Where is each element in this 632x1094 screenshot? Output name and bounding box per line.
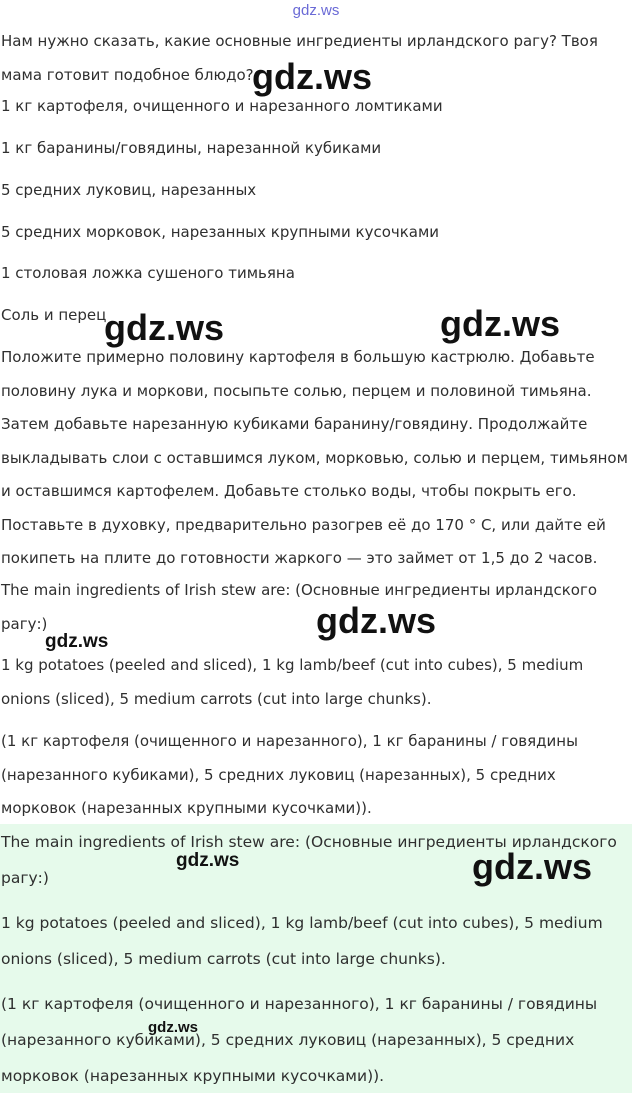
- ingredient-line: 1 кг баранины/говядины, нарезанной кубиками: [1, 139, 382, 157]
- site-watermark-top: gdz.ws: [292, 2, 340, 19]
- highlighted-answer-intro: The main ingredients of Irish stew are: (Основные ингредиенты ирландского рагу:): [1, 833, 617, 887]
- recipe-instructions: Положите примерно половину картофеля в большую кастрюлю. Добавьте половину лука и моркови, посыпьте солью, перцем и половиной тимьяна. Затем добавьте нарезанную кубиками баранину/говядину. Продолжайте выкладывать слои с оставшимся луком, морковью, солью и перцем, тимьяном и оставшимся картофелем. Добавьте столько воды, чтобы покрыть его. Поставьте в духовку, предварительно разогрев её до 170 ° С, или дайте ей покипеть на плите до готовности жаркого — это займет от 1,5 до 2 часов.: [1, 348, 628, 567]
- watermark: gdz.ws: [252, 56, 373, 97]
- watermark: gdz.ws: [316, 600, 437, 641]
- answer-english: 1 kg potatoes (peeled and sliced), 1 kg lamb/beef (cut into cubes), 5 medium onions (sliced), 5 medium carrots (cut into large chunks).: [1, 656, 584, 708]
- watermark: gdz.ws: [440, 303, 561, 344]
- question-paragraph: Нам нужно сказать, какие основные ингредиенты ирландского рагу? Твоя мама готовит подобное блюдо?: [1, 32, 598, 84]
- ingredient-line: 1 столовая ложка сушеного тимьяна: [1, 264, 295, 282]
- highlighted-answer-english: 1 kg potatoes (peeled and sliced), 1 kg lamb/beef (cut into cubes), 5 medium onions (sliced), 5 medium carrots (cut into large chunks).: [1, 914, 603, 968]
- answer-translation: (1 кг картофеля (очищенного и нарезанного), 1 кг баранины / говядины (нарезанного кубиками), 5 средних луковиц (нарезанных), 5 средних морковок (нарезанных крупными кусочками)).: [1, 732, 578, 817]
- watermark: gdz.ws: [148, 1019, 199, 1036]
- watermark: gdz.ws: [472, 846, 593, 887]
- watermark: gdz.ws: [176, 850, 240, 871]
- ingredient-line: 1 кг картофеля, очищенного и нарезанного ломтиками: [1, 97, 443, 115]
- ingredient-line: Соль и перец: [1, 306, 107, 324]
- ingredient-line: 5 средних луковиц, нарезанных: [1, 181, 257, 199]
- answer-intro: The main ingredients of Irish stew are: (Основные ингредиенты ирландского рагу:): [1, 581, 598, 633]
- highlighted-answer-translation: (1 кг картофеля (очищенного и нарезанного), 1 кг баранины / говядины (нарезанного кубиками), 5 средних луковиц (нарезанных), 5 средних морковок (нарезанных крупными кусочками)).: [1, 995, 598, 1085]
- ingredient-line: 5 средних морковок, нарезанных крупными кусочками: [1, 223, 440, 241]
- watermark: gdz.ws: [45, 631, 109, 652]
- watermark: gdz.ws: [104, 307, 225, 348]
